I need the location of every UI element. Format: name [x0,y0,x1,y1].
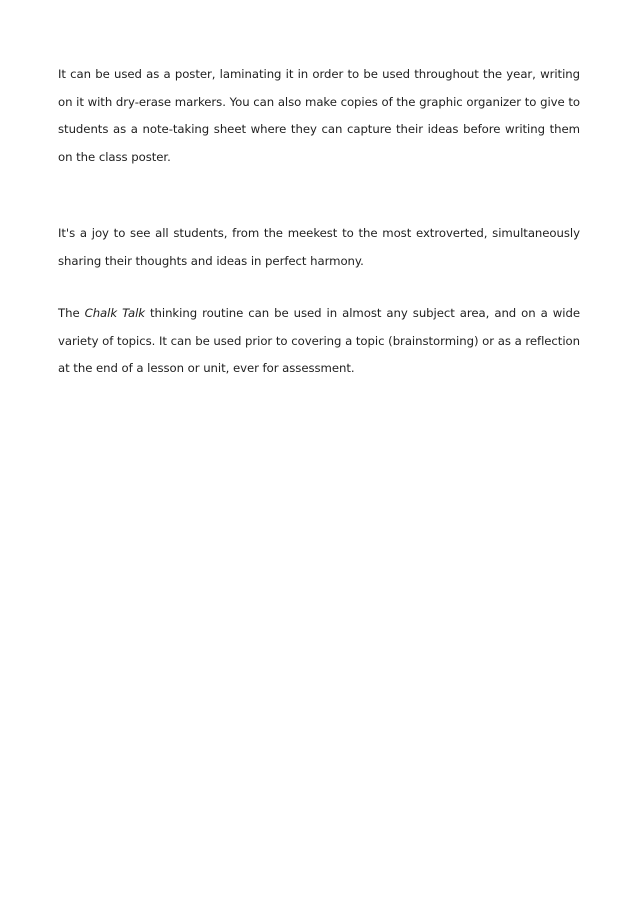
paragraph-body-text: thinking routine can be used in almost any subject area, and on a wide variety of topics. It can be used prior to covering a topic (brainstorming) or as a reflection at the end of a lesson or unit, ever for assessment. [58,306,580,376]
paragraph-chalk-talk-routine [58,300,580,383]
paragraph-poster-usage: It can be used as a poster, laminating it in order to be used throughout the year, writing on it with dry-erase markers. You can also make copies of the graphic organizer to give to students as a note-taking sheet where they can capture their ideas before writing them on the class poster. [58,67,580,165]
paragraph-lead-text: The [58,306,85,320]
paragraph-student-sharing: It's a joy to see all students, from the meekest to the most extroverted, simultaneously sharing their thoughts and ideas in perfect harmony. [58,226,580,268]
routine-name-emphasis: Chalk Talk [84,306,145,320]
